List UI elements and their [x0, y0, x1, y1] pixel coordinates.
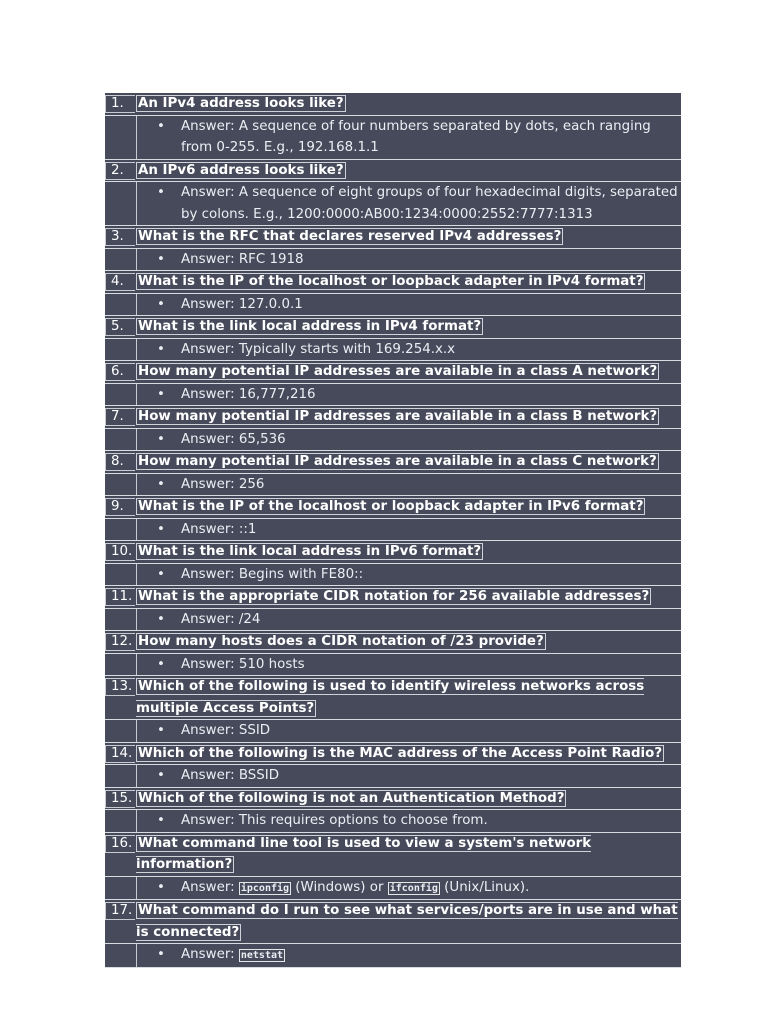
- answer-text: Answer: Typically starts with 169.254.x.x: [181, 341, 456, 357]
- question-text: What is the link local address in IPv6 format?: [138, 544, 482, 559]
- answer-row: [105, 765, 681, 788]
- question-text: What is the IP of the localhost or loopback adapter in IPv4 format?: [138, 274, 644, 289]
- answer-row: [105, 249, 681, 272]
- answer-text: Answer: BSSID: [181, 768, 280, 783]
- bullet-icon: •: [157, 341, 165, 357]
- question-row: [105, 833, 681, 877]
- question-row: [105, 451, 681, 474]
- answer-text: Answer: 510 hosts: [181, 656, 305, 672]
- question-number: 6.: [111, 364, 124, 379]
- answer-row: [105, 654, 681, 677]
- answer-text: Answer: /24: [181, 611, 261, 627]
- question-number: 5.: [111, 319, 124, 334]
- question-row: [105, 743, 681, 766]
- question-text: An IPv4 address looks like?: [138, 96, 344, 111]
- answer-row: [105, 564, 681, 587]
- bullet-icon: •: [157, 947, 165, 962]
- bullet-icon: •: [157, 656, 165, 672]
- answer-row: [105, 944, 681, 968]
- question-number: 1.: [111, 96, 124, 111]
- question-row: [105, 226, 681, 249]
- answer-text: Answer: 65,536: [181, 431, 286, 447]
- answer-row: [105, 720, 681, 743]
- question-row: [105, 496, 681, 519]
- question-row: [105, 316, 681, 339]
- question-text: How many potential IP addresses are available in a class A network?: [138, 364, 658, 379]
- answer-row: [105, 294, 681, 317]
- answer-text: Answer: 16,777,216: [181, 386, 316, 402]
- question-row: [105, 271, 681, 294]
- answer-row: [105, 429, 681, 452]
- answer-text: Answer:: [181, 947, 239, 962]
- question-text: What is the RFC that declares reserved IPv4 addresses?: [138, 229, 562, 244]
- question-row: [105, 541, 681, 564]
- bullet-icon: •: [157, 118, 165, 134]
- answer-row: [105, 810, 681, 833]
- answer-code: ipconfig: [240, 882, 290, 894]
- question-text: Which of the following is used to identify wireless networks across multiple Access Points?: [136, 679, 645, 716]
- question-text: What is the appropriate CIDR notation for 256 available addresses?: [138, 589, 650, 604]
- indent-bar: [136, 182, 137, 225]
- indent-bar: [136, 720, 137, 742]
- answer-row: [105, 116, 681, 160]
- question-text: What command do I run to see what services/ports are in use and what is connected?: [136, 903, 678, 940]
- bullet-icon: •: [157, 566, 165, 582]
- answer-text: Answer: ::1: [181, 521, 257, 537]
- indent-bar: [136, 384, 137, 406]
- question-row: [105, 406, 681, 429]
- answer-text: Answer: Begins with FE80::: [181, 566, 364, 582]
- indent-bar: [136, 765, 137, 787]
- question-text: How many potential IP addresses are available in a class B network?: [138, 409, 658, 424]
- answer-text: Answer: RFC 1918: [181, 251, 304, 267]
- answer-text: Answer: SSID: [181, 723, 271, 738]
- indent-bar: [136, 810, 137, 832]
- bullet-icon: •: [157, 723, 165, 738]
- question-number: 12.: [111, 634, 133, 649]
- question-row: [105, 788, 681, 811]
- question-number: 9.: [111, 499, 124, 514]
- answer-text: Answer:: [181, 879, 239, 895]
- question-row: [105, 676, 681, 720]
- bullet-icon: •: [157, 251, 165, 267]
- question-row: [105, 900, 681, 944]
- answer-text: Answer: A sequence of eight groups of four hexadecimal digits, separated by colons. E.g., 1200:0000:AB00:1234:0000:2552:7777:1313: [181, 185, 678, 222]
- indent-bar: [136, 654, 137, 676]
- answer-code: ifconfig: [389, 882, 438, 894]
- bullet-icon: •: [157, 879, 165, 895]
- indent-bar: [136, 474, 137, 496]
- question-number: 2.: [111, 162, 124, 178]
- bullet-icon: •: [157, 768, 165, 783]
- bullet-icon: •: [157, 386, 165, 402]
- bullet-icon: •: [157, 611, 165, 627]
- indent-bar: [136, 116, 137, 159]
- answer-row: [105, 474, 681, 497]
- question-row: [105, 631, 681, 654]
- answer-row: [105, 877, 681, 901]
- question-number: 14.: [111, 745, 133, 761]
- answer-row: [105, 384, 681, 407]
- question-text: Which of the following is the MAC address of the Access Point Radio?: [138, 745, 663, 761]
- indent-bar: [136, 429, 137, 451]
- question-text: What is the link local address in IPv4 format?: [138, 319, 482, 334]
- indent-bar: [136, 519, 137, 541]
- answer-text: (Unix/Linux).: [439, 879, 530, 895]
- question-number: 17.: [111, 903, 133, 918]
- question-text: How many hosts does a CIDR notation of /23 provide?: [138, 634, 544, 649]
- answer-row: [105, 609, 681, 632]
- indent-bar: [136, 249, 137, 271]
- question-number: 16.: [111, 835, 133, 851]
- answer-code: netstat: [240, 950, 284, 961]
- answer-text: Answer: This requires options to choose from.: [181, 813, 488, 828]
- bullet-icon: •: [157, 813, 165, 828]
- answer-text: Answer: A sequence of four numbers separated by dots, each ranging from 0-255. E.g., 192.168.1.1: [181, 118, 651, 155]
- answer-text: Answer: 256: [181, 476, 265, 492]
- answer-text: Answer: 127.0.0.1: [181, 296, 303, 312]
- indent-bar: [136, 564, 137, 586]
- indent-bar: [136, 339, 137, 361]
- question-number: 4.: [111, 274, 124, 289]
- indent-bar: [136, 294, 137, 316]
- question-number: 7.: [111, 409, 124, 424]
- answer-row: [105, 519, 681, 542]
- question-row: [105, 93, 681, 116]
- question-number: 11.: [111, 589, 133, 604]
- bullet-icon: •: [157, 521, 165, 537]
- question-number: 15.: [111, 790, 133, 806]
- question-number: 3.: [111, 229, 124, 244]
- bullet-icon: •: [157, 431, 165, 447]
- indent-bar: [136, 609, 137, 631]
- bullet-icon: •: [157, 185, 165, 200]
- question-number: 8.: [111, 454, 124, 469]
- bullet-icon: •: [157, 476, 165, 492]
- indent-bar: [136, 877, 137, 900]
- bullet-icon: •: [157, 296, 165, 312]
- indent-bar: [136, 944, 137, 967]
- question-row: [105, 361, 681, 384]
- question-number: 13.: [111, 679, 133, 694]
- question-text: Which of the following is not an Authentication Method?: [138, 790, 565, 806]
- answer-row: [105, 339, 681, 362]
- question-text: An IPv6 address looks like?: [138, 162, 344, 178]
- question-text: How many potential IP addresses are available in a class C network?: [138, 454, 657, 469]
- qa-document: [105, 93, 681, 968]
- question-row: [105, 586, 681, 609]
- question-text: What command line tool is used to view a system's network information?: [136, 835, 592, 872]
- answer-row: [105, 182, 681, 226]
- question-text: What is the IP of the localhost or loopback adapter in IPv6 format?: [138, 499, 644, 514]
- question-row: [105, 160, 681, 183]
- answer-text: (Windows) or: [291, 879, 388, 895]
- question-number: 10.: [111, 544, 133, 559]
